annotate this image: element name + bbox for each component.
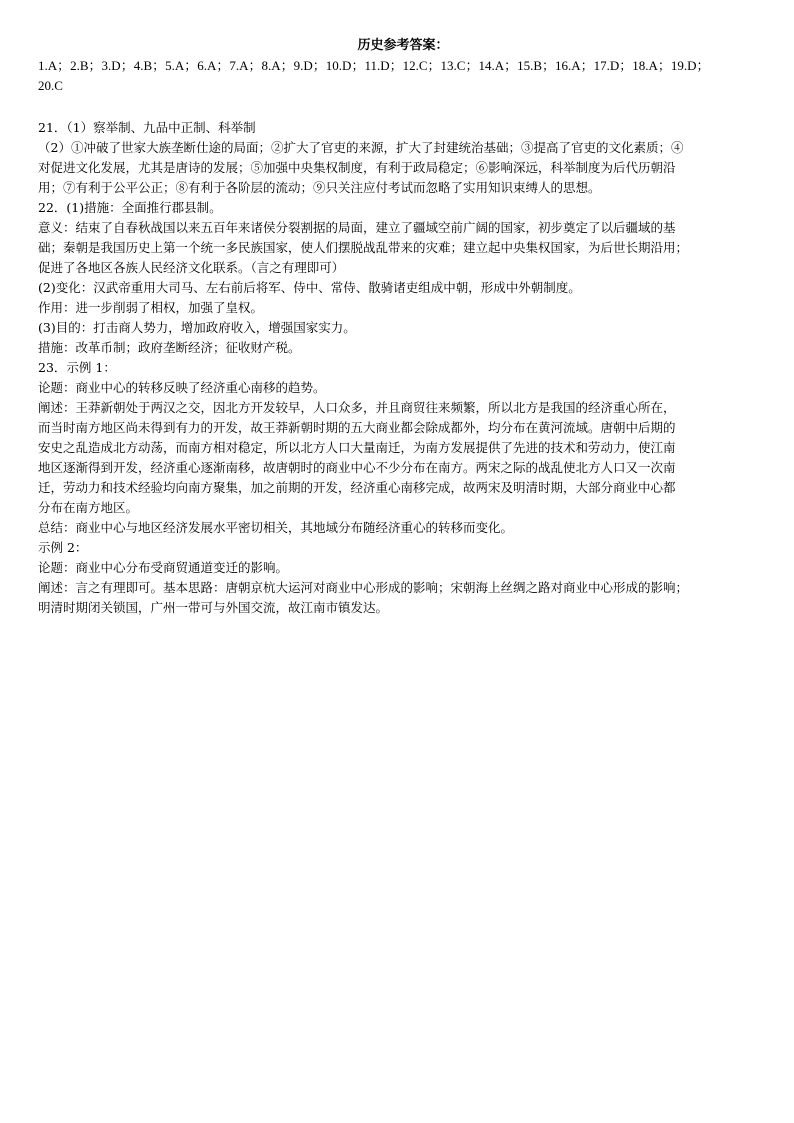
page-title: 历史参考答案：: [357, 38, 449, 53]
choice-answers-line-2: 20.C: [38, 78, 63, 93]
q23-line-10: 示例 2：: [38, 540, 88, 555]
q21-part2-line-3: 用；⑦有利于公平公正；⑧有利于各阶层的流动；⑨只关注应付考试而忽略了实用知识束缚人的思想。: [38, 180, 601, 195]
q23-line-2: 论题：商业中心的转移反映了经济重心南移的趋势。: [38, 380, 326, 395]
question-22-answer: [38, 198, 768, 358]
q23-line-11: 论题：商业中心分布受商贸通道变迁的影响。: [38, 560, 289, 575]
q23-line-9: 总结：商业中心与地区经济发展水平密切相关，其地域分布随经济重心的转移而变化。: [38, 520, 514, 535]
q22-line-5: (2)变化：汉武帝重用大司马、左右前后将军、侍中、常侍、散骑诸吏组成中朝，形成中外朝制度。: [38, 280, 581, 295]
q22-line-3: 础；秦朝是我国历史上第一个统一多民族国家，使人们摆脱战乱带来的灾难；建立起中央集权国家，为后世长期沿用；: [38, 240, 689, 255]
q23-line-4: 而当时南方地区尚未得到有力的开发，故王莽新朝时期的五大商业都会除成都外，均分布在黄河流域。唐朝中后期的: [38, 420, 676, 435]
q23-line-5: 安史之乱造成北方动荡，而南方相对稳定，所以北方人口大量南迁，为南方发展提供了先进的技术和劳动力，使江南: [38, 440, 676, 455]
q23-line-1: 23．示例 1：: [38, 360, 116, 375]
q23-line-12: 阐述：言之有理即可。基本思路：唐朝京杭大运河对商业中心形成的影响；宋朝海上丝绸之路对商业中心形成的影响；: [38, 580, 689, 595]
question-21-answer: [38, 118, 768, 198]
q21-part1: 21．（1）察举制、九品中正制、科举制: [38, 120, 256, 135]
q23-line-6: 地区逐渐得到开发，经济重心逐渐南移，故唐朝时的商业中心不少分布在南方。两宋之际的战乱使北方人口又一次南: [38, 460, 676, 475]
q22-line-7: (3)目的：打击商人势力，增加政府收入，增强国家实力。: [38, 320, 356, 335]
q23-line-3: 阐述：王莽新朝处于两汉之交，因北方开发较早，人口众多，并且商贸往来频繁，所以北方是我国的经济重心所在，: [38, 400, 676, 415]
q22-line-1: 22．(1)措施：全面推行郡县制。: [38, 200, 222, 215]
q23-line-13: 明清时期闭关锁国，广州一带可与外国交流，故江南市镇发达。: [38, 600, 389, 615]
q22-line-6: 作用：进一步削弱了相权，加强了皇权。: [38, 300, 264, 315]
answer-key-page: [38, 36, 768, 618]
spacer: [38, 96, 768, 118]
question-23-answer: [38, 358, 768, 618]
choice-answers-line-1: 1.A；2.B；3.D；4.B；5.A；6.A；7.A；8.A；9.D；10.D；11.D；12.C；13.C；14.A；15.B；16.A；17.D；18.A；19.D；: [38, 58, 710, 73]
q22-line-2: 意义：结束了自春秋战国以来五百年来诸侯分裂割据的局面，建立了疆域空前广阔的国家，初步奠定了以后疆域的基: [38, 220, 676, 235]
q22-line-8: 措施：改革币制；政府垄断经济；征收财产税。: [38, 340, 301, 355]
q21-part2-line-1: （2）①冲破了世家大族垄断仕途的局面；②扩大了官吏的来源，扩大了封建统治基础；③提高了官吏的文化素质；④: [38, 140, 684, 155]
q21-part2-line-2: 对促进文化发展，尤其是唐诗的发展；⑤加强中央集权制度，有利于政局稳定；⑥影响深远，科举制度为后代历朝沿: [38, 160, 676, 175]
q23-line-8: 分布在南方地区。: [38, 500, 139, 515]
q23-line-7: 迁，劳动力和技术经验均向南方聚集，加之前期的开发，经济重心南移完成，故两宋及明清时期，大部分商业中心都: [38, 480, 676, 495]
q22-line-4: 促进了各地区各族人民经济文化联系。（言之有理即可）: [38, 260, 345, 275]
